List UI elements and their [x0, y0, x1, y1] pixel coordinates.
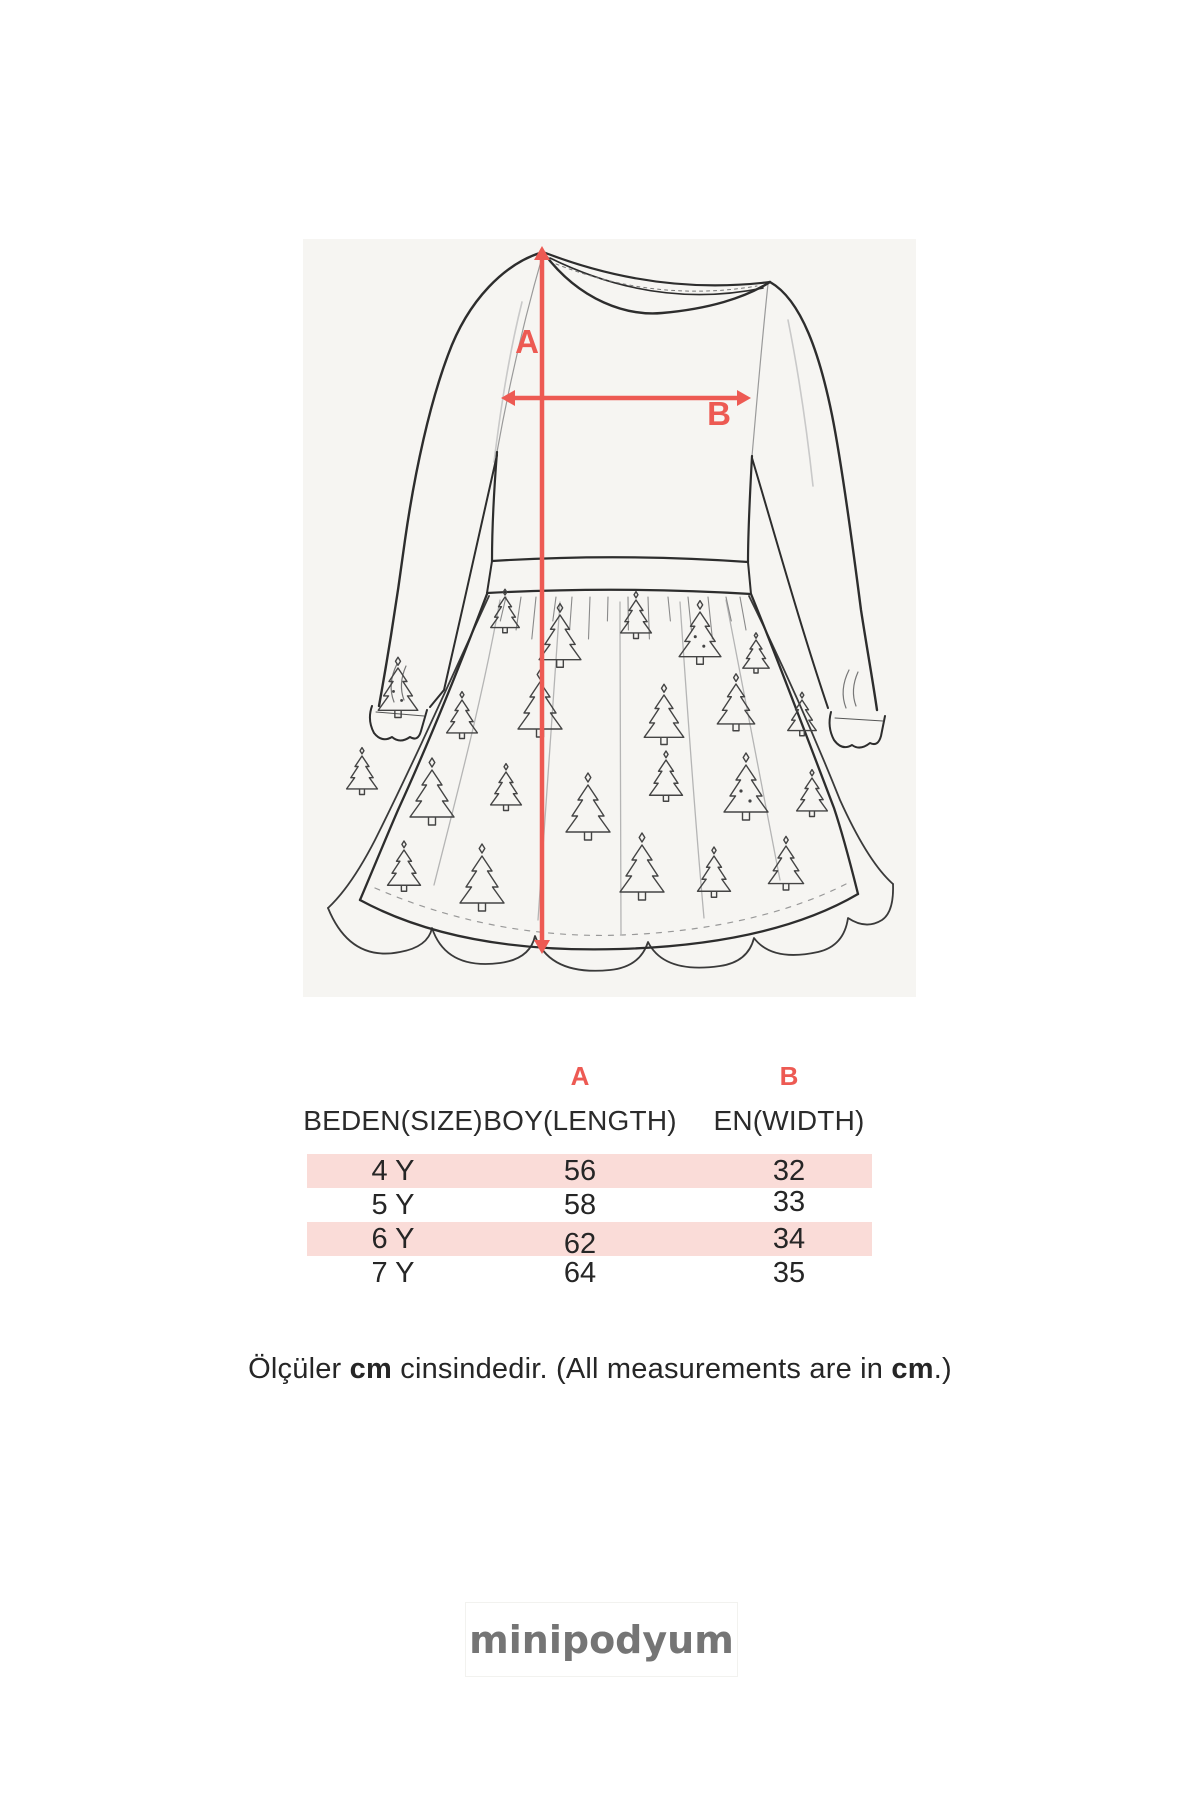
dress-sketch-svg — [303, 239, 916, 997]
note-unit2: cm — [891, 1353, 934, 1385]
table-row — [307, 1154, 872, 1188]
table-cell-length: 56 — [563, 1155, 597, 1187]
note-part2: cinsindedir. (All measurements are in — [391, 1353, 892, 1385]
table-cell-length: 64 — [563, 1257, 597, 1289]
table-cell-length: 62 — [563, 1228, 597, 1260]
size-table-header — [303, 1104, 872, 1138]
note-unit1: cm — [349, 1353, 392, 1385]
table-cell-length: 58 — [563, 1189, 597, 1221]
table-cell-size: 4 Y — [371, 1155, 415, 1187]
diagram-label-b: B — [707, 395, 731, 432]
header-size: BEDEN(SIZE) — [303, 1105, 483, 1136]
column-marker-a: A — [570, 1061, 590, 1091]
table-cell-size: 7 Y — [371, 1257, 415, 1289]
table-cell-width: 34 — [772, 1223, 806, 1255]
column-marker-b: B — [779, 1061, 799, 1091]
table-column-markers — [307, 1062, 872, 1090]
header-width: EN(WIDTH) — [713, 1105, 865, 1136]
measurement-note — [0, 1351, 1200, 1387]
dress-sketch — [303, 239, 916, 997]
table-row — [307, 1222, 872, 1260]
table-row — [307, 1256, 872, 1290]
skirt-folds — [434, 600, 780, 935]
note-part3: .) — [933, 1353, 952, 1385]
arrowhead-right-icon — [737, 390, 751, 406]
table-cell-width: 32 — [772, 1155, 806, 1187]
diagram-label-a: A — [515, 323, 539, 360]
dress-lineart — [328, 252, 893, 971]
table-cell-size: 5 Y — [371, 1189, 415, 1221]
size-table-rows — [307, 1154, 872, 1290]
brand-logo — [465, 1602, 738, 1677]
header-length: BOY(LENGTH) — [483, 1105, 677, 1136]
table-cell-width: 35 — [772, 1257, 806, 1289]
note-part1: Ölçüler — [248, 1353, 350, 1385]
brand-logo-text: minipodyum — [469, 1617, 734, 1662]
table-row — [307, 1188, 872, 1222]
table-cell-size: 6 Y — [371, 1223, 415, 1255]
table-cell-width: 33 — [772, 1186, 806, 1218]
